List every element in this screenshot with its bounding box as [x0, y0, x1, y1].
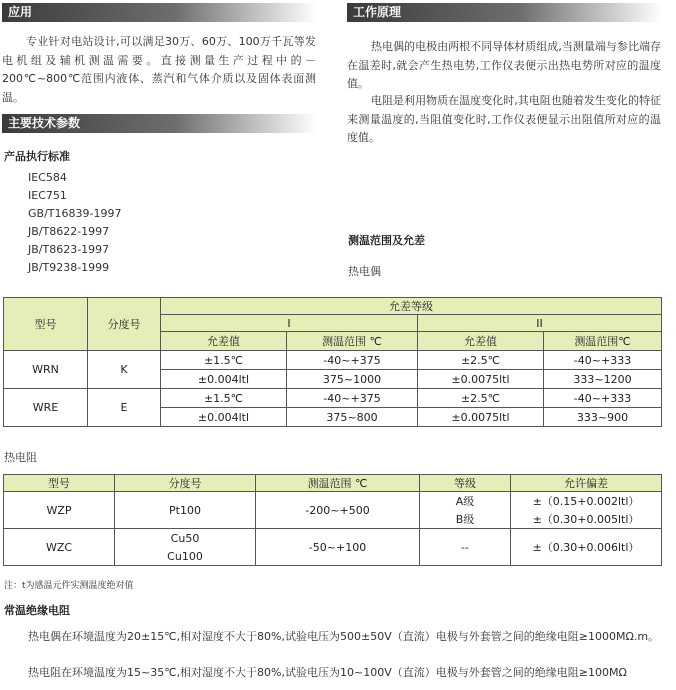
cell-tolerance: ±1.5℃ — [161, 389, 287, 408]
application-heading: 应用 — [2, 3, 317, 22]
table-row — [4, 351, 662, 370]
cell-range: 333~900 — [544, 408, 662, 427]
table-row — [4, 389, 662, 408]
col-deviation: 允许偏差 — [511, 475, 662, 492]
cell-model: WRE — [4, 389, 88, 427]
cell-deviation: ±（0.30+0.006ltl） — [511, 529, 662, 566]
standard-item: JB/T8622-1997 — [28, 225, 110, 238]
col-model: 型号 — [4, 475, 115, 492]
cell-tolerance: ±0.004ltl — [161, 408, 287, 427]
standard-item: JB/T8623-1997 — [28, 243, 110, 256]
standard-item: GB/T16839-1997 — [28, 207, 122, 220]
insulation-para-2: 热电阻在环境温度为15~35℃,相对湿度不大于80%,试验电压为10~100V（直流）电极与外套管之间的绝缘电阻≥100MΩ — [28, 666, 627, 679]
cell-tolerance: ±2.5℃ — [418, 389, 544, 408]
rtd-label: 热电阻 — [4, 451, 37, 464]
col-class-2: II — [418, 315, 662, 332]
standard-item: JB/T9238-1999 — [28, 261, 110, 274]
cell-deviation: ±（0.15+0.002ltl） — [511, 492, 662, 511]
range-title: 测温范围及允差 — [348, 234, 425, 247]
cell-model: WZP — [4, 492, 115, 529]
cell-tolerance: ±1.5℃ — [161, 351, 287, 370]
cell-tolerance: ±2.5℃ — [418, 351, 544, 370]
col-tolerance: 允差值 — [161, 332, 287, 351]
insulation-title: 常温绝缘电阻 — [4, 604, 70, 617]
col-range: 测温范围℃ — [544, 332, 662, 351]
table-note: 注：t为感温元件实测温度绝对值 — [4, 581, 134, 591]
cell-range: 375~1000 — [287, 370, 418, 389]
thermocouple-table — [3, 297, 662, 427]
col-class: 等级 — [420, 475, 511, 492]
insulation-para-1: 热电偶在环境温度为20±15℃,相对湿度不大于80%,试验电压为500±50V（直流）电极与外套管之间的绝缘电阻≥1000MΩ.m。 — [28, 630, 660, 643]
cell-tolerance: ±0.0075ltl — [418, 370, 544, 389]
principle-para-1: 热电偶的电极由两根不同导体材质组成,当测量端与参比端存在温差时,就会产生热电势,工作仪表便示出热电势所对应的温度值。 — [347, 40, 661, 90]
table-row — [4, 492, 662, 511]
thermocouple-label: 热电偶 — [348, 265, 381, 278]
cell-deviation: ±（0.30+0.005ltl） — [511, 510, 662, 529]
cell-range: -40~+333 — [544, 389, 662, 408]
cell-range: -50~+100 — [256, 529, 420, 566]
cell-tolerance: ±0.004ltl — [161, 370, 287, 389]
col-tolerance-class: 允差等级 — [161, 298, 662, 315]
standards-title: 产品执行标准 — [4, 150, 70, 163]
cell-graduation: Cu50 — [115, 529, 256, 548]
col-range: 测温范围 ℃ — [256, 475, 420, 492]
col-tolerance: 允差值 — [418, 332, 544, 351]
cell-class: B级 — [420, 510, 511, 529]
cell-range: -40~+375 — [287, 351, 418, 370]
cell-range: -40~+333 — [544, 351, 662, 370]
cell-model: WZC — [4, 529, 115, 566]
cell-class: A级 — [420, 492, 511, 511]
cell-tolerance: ±0.0075ltl — [418, 408, 544, 427]
rtd-table — [3, 474, 662, 566]
cell-graduation: Cu100 — [115, 547, 256, 566]
cell-range: -200~+500 — [256, 492, 420, 529]
cell-model: WRN — [4, 351, 88, 389]
col-graduation: 分度号 — [115, 475, 256, 492]
cell-class: -- — [420, 529, 511, 566]
cell-graduation: E — [88, 389, 161, 427]
application-text: 专业针对电站设计,可以满足30万、60万、100万千瓦等发电机组及辅机测温需要。直接测量生产过程中的－200℃~800℃范围内液体、蒸汽和气体介质以及固体表面测温。 — [2, 35, 316, 104]
col-model: 型号 — [4, 298, 88, 351]
cell-range: 375~800 — [287, 408, 418, 427]
table-row — [4, 529, 662, 548]
params-heading: 主要技术参数 — [2, 114, 317, 133]
col-graduation: 分度号 — [88, 298, 161, 351]
col-range: 测温范围 ℃ — [287, 332, 418, 351]
cell-graduation: K — [88, 351, 161, 389]
cell-graduation: Pt100 — [115, 492, 256, 529]
cell-range: 333~1200 — [544, 370, 662, 389]
col-class-1: I — [161, 315, 418, 332]
cell-range: -40~+375 — [287, 389, 418, 408]
standard-item: IEC584 — [28, 171, 67, 184]
standard-item: IEC751 — [28, 189, 67, 202]
principle-para-2: 电阻是利用物质在温度变化时,其电阻也随着发生变化的特征来测量温度的,当阻值变化时,工作仪表便显示出阻值所对应的温度值。 — [347, 94, 661, 144]
principle-heading: 工作原理 — [347, 3, 662, 22]
